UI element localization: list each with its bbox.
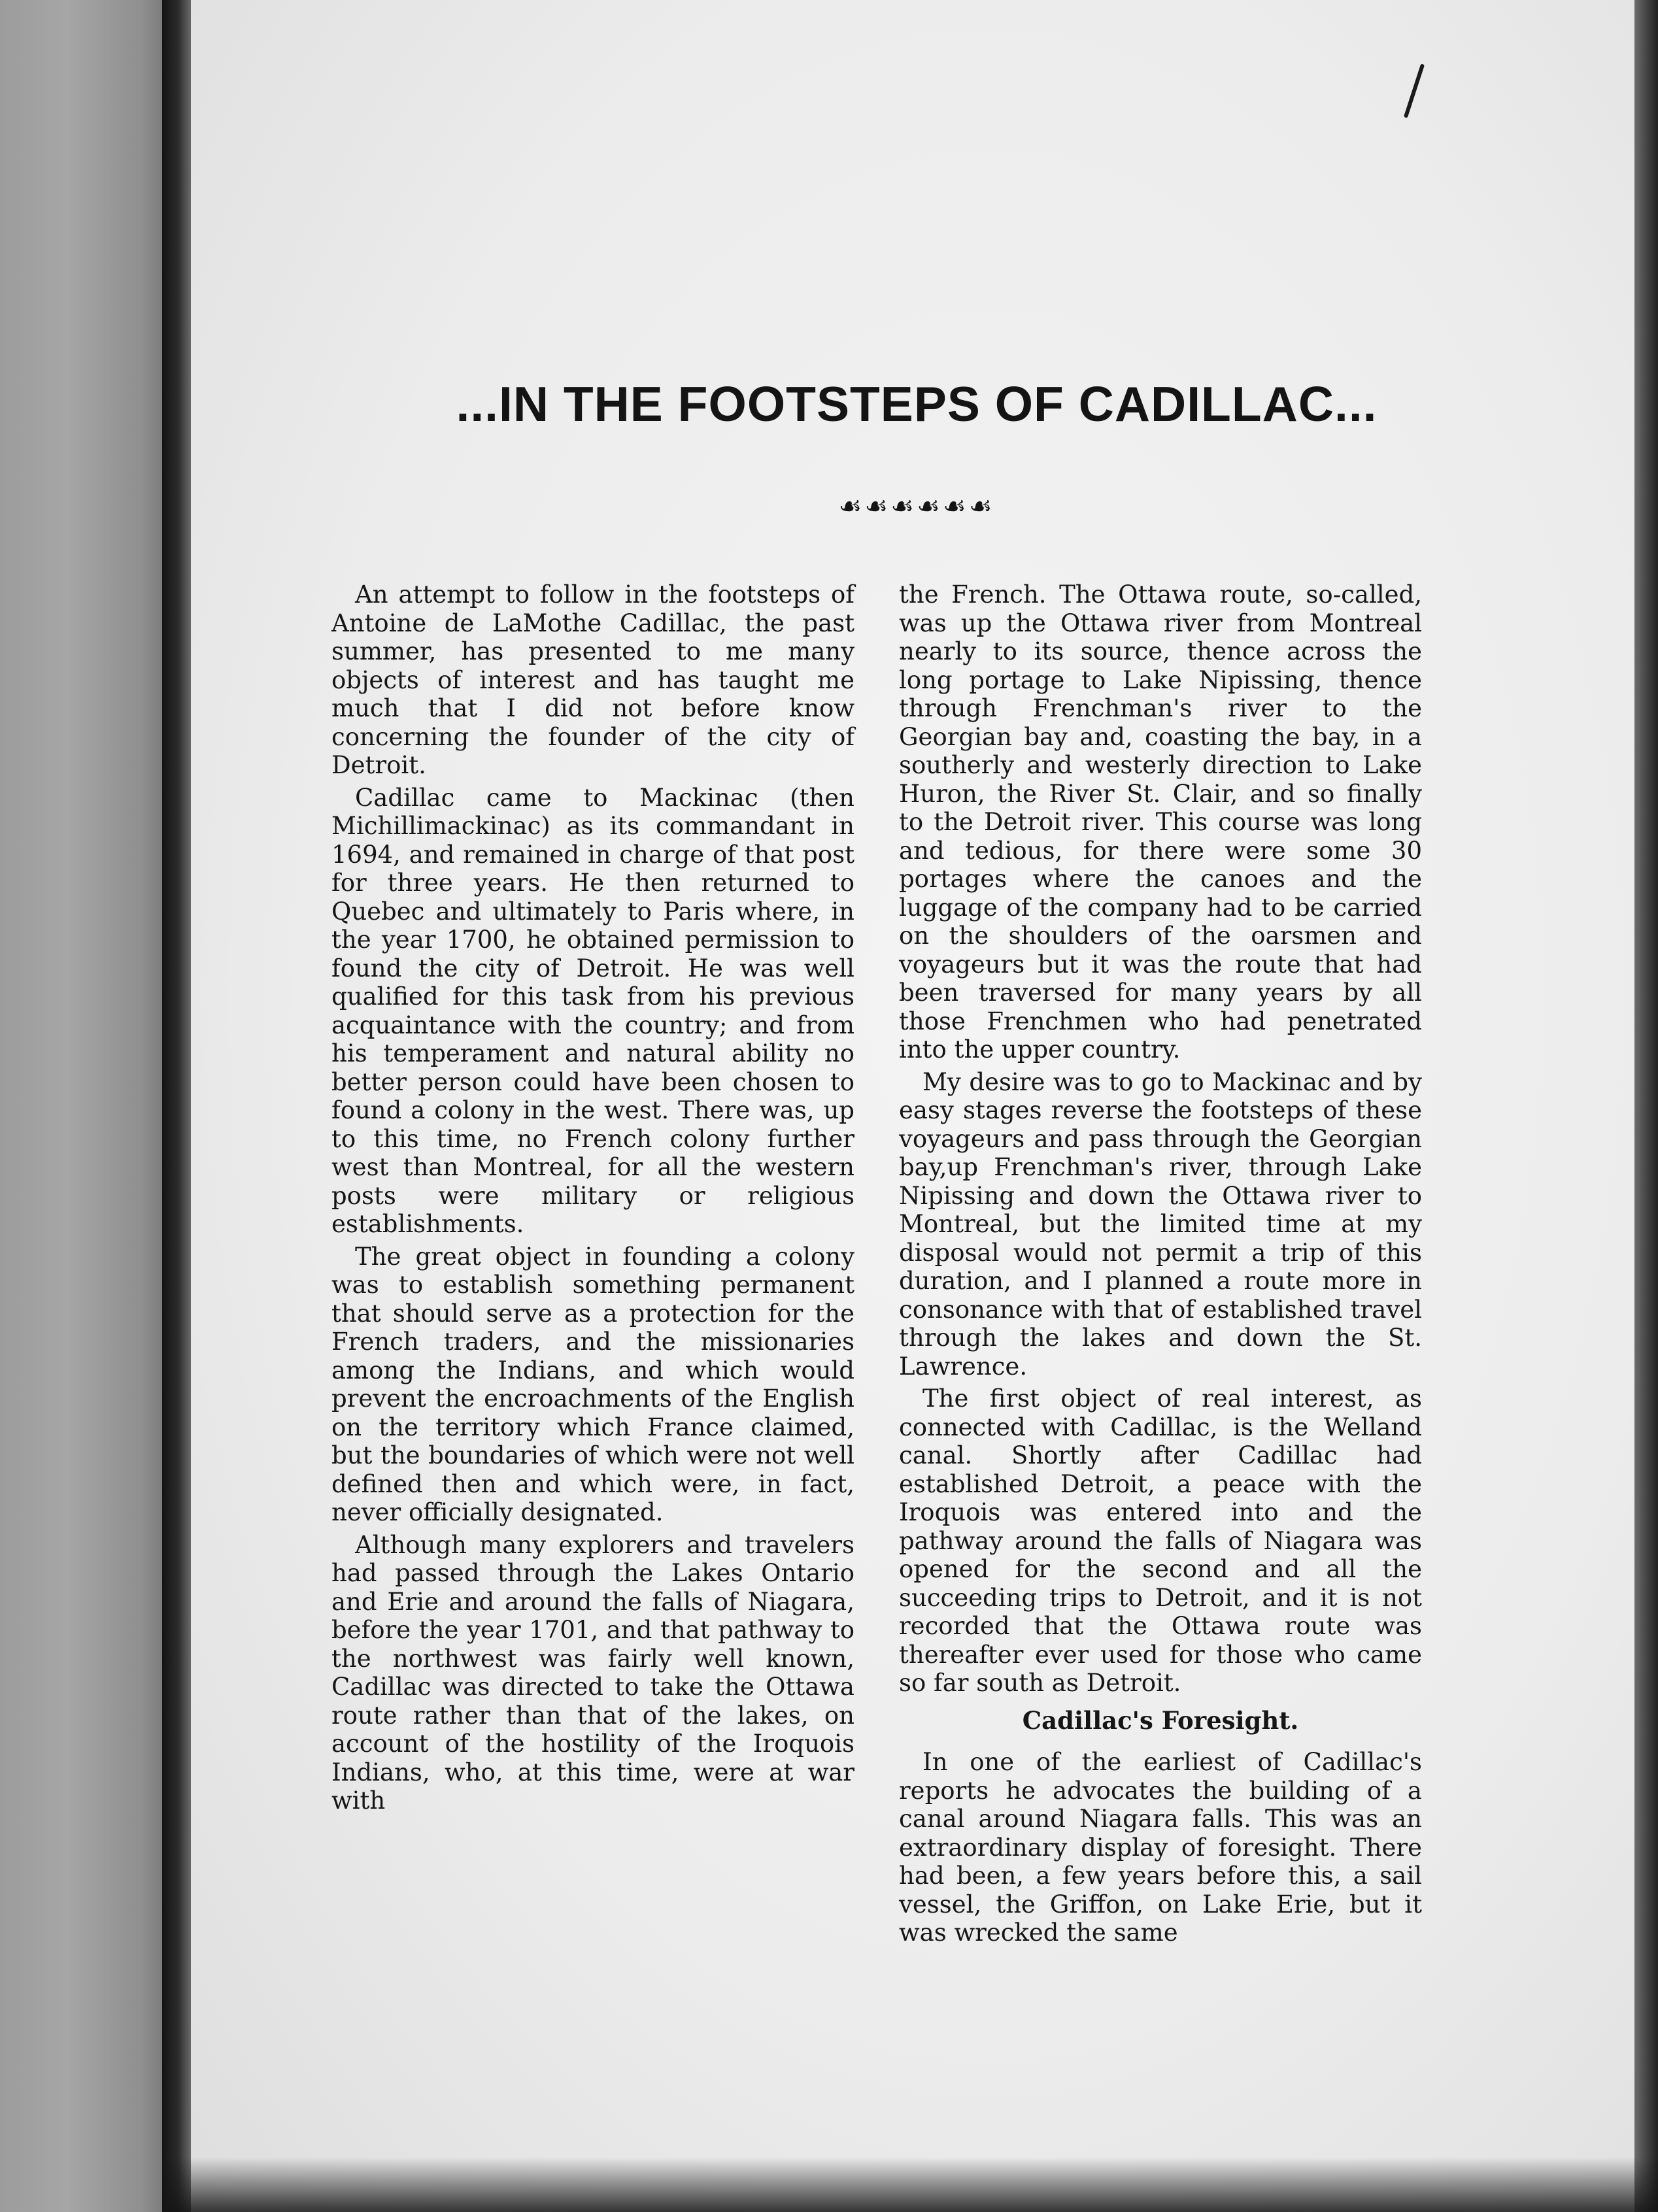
binding-strip <box>0 0 167 2212</box>
paragraph: The first object of real interest, as connected with Cadillac, is the Welland canal. Shortly after Cadillac had established Detroit, a peace with the Iroquois was entered into and the pathway around the falls of Niagara was opened for the second and all the succeeding trips to Detroit, and it is not recorded that the Ottawa route was thereafter ever used for those who came so far south as Detroit. <box>899 1384 1422 1697</box>
bottom-shadow <box>163 2157 1658 2212</box>
section-subheading: Cadillac's Foresight. <box>1022 1705 1299 1735</box>
ornament-divider: ☙☙☙☙☙☙ <box>838 492 995 522</box>
paragraph: My desire was to go to Mackinac and by easy stages reverse the footsteps of these voyageurs and pass through the Georgian bay,up Frenchman's river, through Lake Nipissing and down the Ottawa river to Montreal, but the limited time at my disposal would not permit a trip of this duration, and I planned a route more in consonance with that of established travel through the lakes and down the St. Lawrence. <box>899 1067 1422 1381</box>
paragraph: In one of the earliest of Cadillac's reports he advocates the building of a canal around Niagara falls. This was an extraordinary display of foresight. There had been, a few years before this, a sail vessel, the Griffon, on Lake Erie, but it was wrecked the same <box>899 1748 1422 1947</box>
paragraph: Cadillac came to Mackinac (then Michillimackinac) as its commandant in 1694, and remained in charge of that post for three years. He then returned to Quebec and ultimately to Paris where, in the year 1700, he obtained permission to found the city of Detroit. He was well qualified for this task from his previous acquaintance with the country; and from his temperament and natural ability no better person could have been chosen to found a colony in the west. There was, up to this time, no French colony further west than Montreal, for all the western posts were military or religious establishments. <box>331 783 854 1238</box>
article-title: ...IN THE FOOTSTEPS OF CADILLAC... <box>456 377 1378 431</box>
gutter-shadow <box>162 0 191 2212</box>
page-edge-shadow <box>1634 0 1658 2212</box>
paragraph: The great object in founding a colony was to establish something permanent that should serve as a protection for the French traders, and the missionaries among the Indians, and which would prevent the encroachments of the English on the territory which France claimed, but the boundaries of which were not well defined then and which were, in fact, never officially designated. <box>331 1242 854 1526</box>
paragraph: An attempt to follow in the footsteps of Antoine de LaMothe Cadillac, the past summer, has presented to me many objects of interest and has taught me much that I did not before know concerning the founder of the city of Detroit. <box>331 580 854 779</box>
right-column <box>899 580 1422 1951</box>
left-column <box>331 580 854 1819</box>
paragraph: Although many explorers and travelers had passed through the Lakes Ontario and Erie and around the falls of Niagara, before the year 1701, and that pathway to the northwest was fairly well known, Cadillac was directed to take the Ottawa route rather than that of the lakes, on account of the hostility of the Iroquois Indians, who, at this time, were at war with <box>331 1530 854 1815</box>
paragraph: the French. The Ottawa route, so-called, was up the Ottawa river from Montreal nearly to its source, thence across the long portage to Lake Nipissing, thence through Frenchman's river to the Georgian bay and, coasting the bay, in a southerly and westerly direction to Lake Huron, the River St. Clair, and so finally to the Detroit river. This course was long and tedious, for there were some 30 portages where the canoes and the luggage of the company had to be carried on the shoulders of the oarsmen and voyageurs but it was the route that had been traversed for many years by all those Frenchmen who had penetrated into the upper country. <box>899 580 1422 1064</box>
